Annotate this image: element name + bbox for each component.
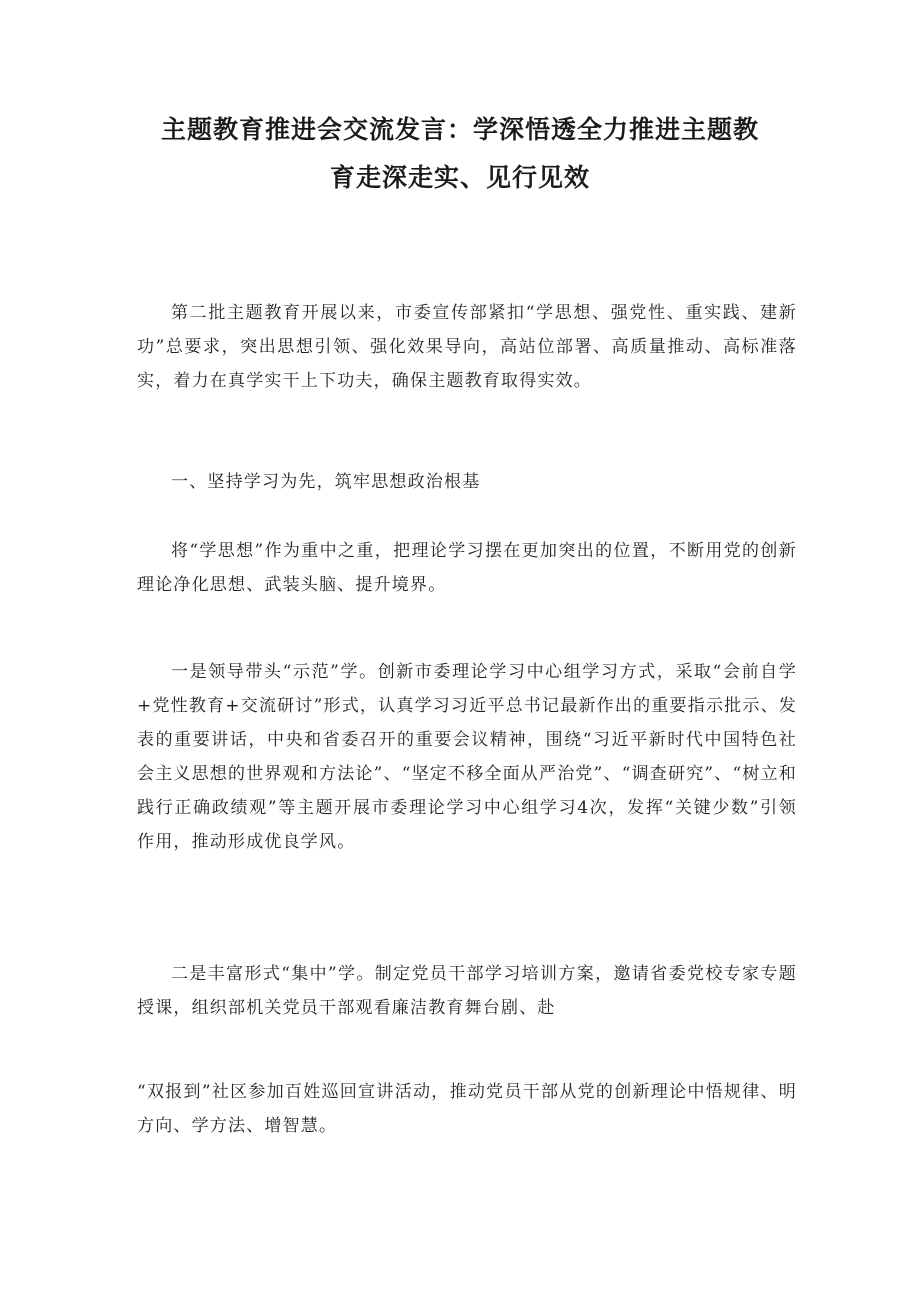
intro-paragraph: 第二批主题教育开展以来，市委宣传部紧扣“学思想、强党性、重实践、建新功”总要求，突出思想引领、强化效果导向，高站位部署、高质量推动、高标准落实，着力在真学实干上下功夫，确保主题教育取得实效。 [137,303,797,391]
section-heading-block [137,465,797,499]
point-one-paragraph: 一是领导带头“示范”学。创新市委理论学习中心组学习方式，采取“会前自学+党性教育+交流研讨”形式，认真学习习近平总书记最新作出的重要指示批示、发表的重要讲话，中央和省委召开的重要会议精神，围绕“习近平新时代中国特色社会主义思想的世界观和方法论”、“坚定不移全面从严治党”、“调查研究”、“树立和践行正确政绩观”等主题开展市委理论学习中心组学习4次，发挥“关键少数”引领作用，推动形成优良学风。 [137,662,797,852]
point-two-continuation-block [137,1075,797,1143]
document-title-line-2: 育走深走实、见行见效 [329,163,590,192]
intro-paragraph-block [137,296,797,398]
point-one-block [137,655,797,859]
point-two-block [137,957,797,1025]
section-intro-block [137,534,797,602]
point-two-paragraph: 二是丰富形式“集中”学。制定党员干部学习培训方案，邀请省委党校专家专题授课，组织部机关党员干部观看廉洁教育舞台剧、赴 [137,964,797,1018]
document-title-line-1: 主题教育推进会交流发言：学深悟透全力推进主题教 [160,115,759,144]
point-two-continuation-paragraph: “双报到”社区参加百姓巡回宣讲活动，推动党员干部从党的创新理论中悟规律、明方向、学方法、增智慧。 [137,1082,797,1136]
section-heading: 一、坚持学习为先，筑牢思想政治根基 [171,472,481,492]
section-intro-paragraph: 将“学思想”作为重中之重，把理论学习摆在更加突出的位置，不断用党的创新理论净化思想、武装头脑、提升境界。 [137,541,797,595]
